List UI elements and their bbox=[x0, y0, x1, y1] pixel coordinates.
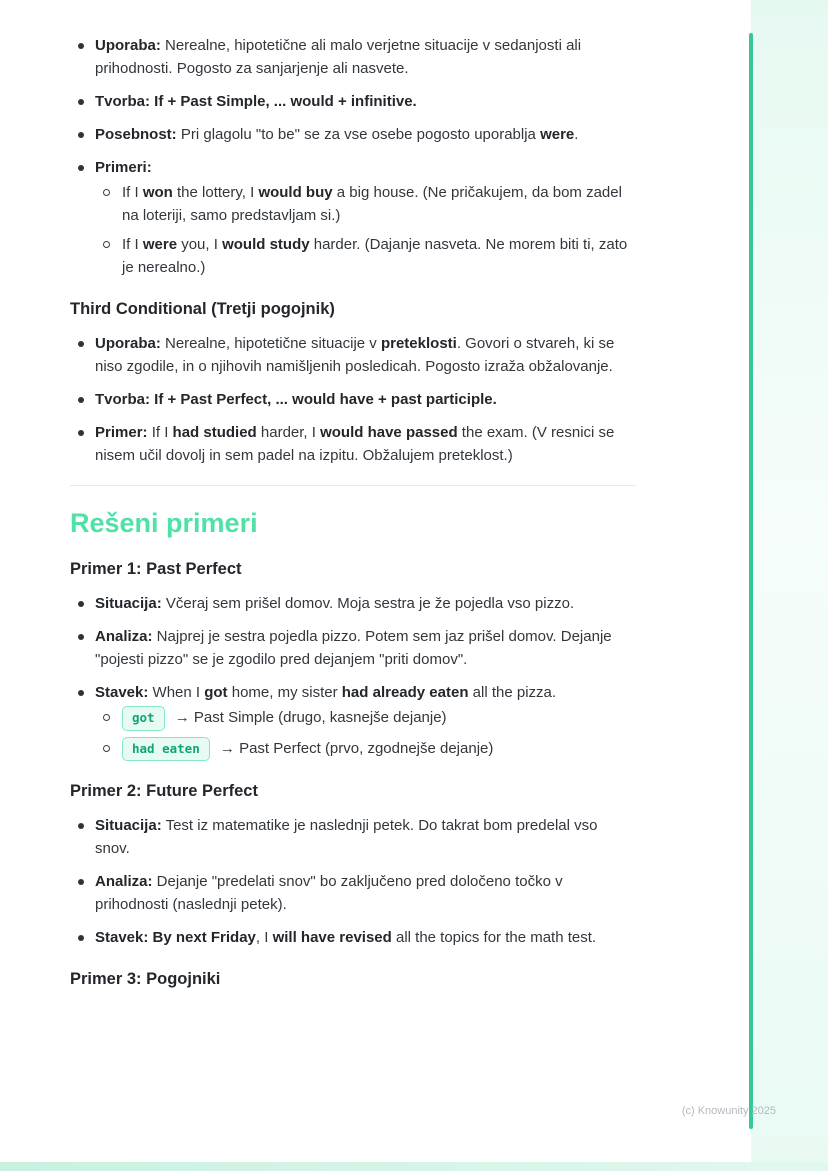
text-run: the exam. (V resnici se nisem učil dovolj in sem padel na izpitu. Obžalujem preteklost.) bbox=[95, 424, 615, 464]
bold-text: would study bbox=[222, 236, 310, 253]
subsection-heading: Primer 3: Pogojniki bbox=[70, 970, 221, 989]
list-item bbox=[70, 421, 636, 467]
bold-text: Tvorba: If + Past Simple, ... would + infinitive. bbox=[95, 93, 417, 110]
bold-text: Primer: bbox=[95, 424, 148, 441]
bold-text: Situacija: bbox=[95, 595, 162, 612]
list-item bbox=[70, 34, 636, 80]
text-run: → Past Perfect (prvo, zgodnejše dejanje) bbox=[215, 739, 494, 757]
bold-text: Analiza: bbox=[95, 628, 153, 645]
text-run: all the topics for the math test. bbox=[391, 929, 597, 947]
copyright-footer: (c) Knowunity 2025 bbox=[681, 1105, 776, 1117]
bold-text: Uporaba: bbox=[95, 335, 161, 352]
page-margin-panel bbox=[751, 0, 828, 1171]
list-item bbox=[70, 123, 636, 146]
list-item bbox=[70, 926, 636, 949]
text-run: When I bbox=[148, 684, 205, 701]
list-item bbox=[70, 332, 636, 378]
sub-list-item bbox=[95, 706, 636, 731]
text-run: . bbox=[574, 126, 579, 143]
bold-text: won bbox=[142, 184, 173, 201]
sub-list-item bbox=[95, 233, 636, 279]
text-run: you, I bbox=[177, 236, 223, 253]
bold-text: were bbox=[142, 236, 178, 253]
text-run: → Past Simple (drugo, kasnejše dejanje) bbox=[170, 709, 447, 726]
bold-text: Tvorba: If + Past Perfect, ... would have + past participle. bbox=[95, 391, 497, 408]
sub-list-item bbox=[95, 181, 636, 227]
inline-code-badge: got bbox=[122, 706, 165, 731]
document-content bbox=[70, 34, 636, 1002]
list-item bbox=[70, 681, 636, 761]
bold-text: Uporaba: bbox=[95, 37, 161, 54]
text-run: . Govori o stvareh, ki se niso zgodile, in o njihovih namišljenih posledicah. Pogosto izraža obžalovanje. bbox=[95, 335, 615, 375]
inline-code-badge: had eaten bbox=[122, 737, 210, 762]
page-edge-accent-line bbox=[749, 33, 753, 1129]
bullet-list bbox=[70, 814, 636, 949]
list-item bbox=[70, 156, 636, 279]
list-item bbox=[70, 388, 636, 411]
bold-text: would buy bbox=[258, 184, 333, 201]
page-bottom-strip bbox=[0, 1162, 828, 1171]
text-run: Nerealne, hipotetične ali malo verjetne situacije v sedanjosti ali prihodnosti. Pogosto za sanjarjenje ali nasvete. bbox=[95, 37, 582, 77]
subsection-heading: Third Conditional (Tretji pogojnik) bbox=[70, 300, 335, 318]
text-run: , I bbox=[255, 929, 273, 947]
bold-text: got bbox=[204, 684, 228, 701]
list-item bbox=[70, 592, 636, 615]
list-item bbox=[70, 625, 636, 671]
sub-bullet-list bbox=[95, 181, 636, 279]
text-run: If I bbox=[122, 236, 143, 253]
bold-text: Analiza: bbox=[95, 873, 153, 891]
list-item bbox=[70, 90, 636, 113]
text-run: home, my sister bbox=[227, 684, 342, 701]
bold-text: Situacija: bbox=[95, 817, 162, 835]
subsection-heading: Primer 2: Future Perfect bbox=[70, 782, 258, 801]
bold-text: Posebnost: bbox=[95, 126, 177, 143]
list-item bbox=[70, 870, 636, 916]
text-run: harder, I bbox=[256, 424, 321, 441]
bold-text: Stavek: bbox=[95, 684, 149, 701]
text-run: Test iz matematike je naslednji petek. Do takrat bom predelal vso snov. bbox=[95, 817, 598, 858]
bold-text: Primeri: bbox=[95, 159, 152, 176]
bullet-list bbox=[70, 332, 636, 467]
bold-text: had already eaten bbox=[341, 684, 469, 701]
text-run: Najprej je sestra pojedla pizzo. Potem sem jaz prišel domov. Dejanje "pojesti pizzo" se je zgodilo pred dejanjem "priti domov". bbox=[95, 628, 612, 668]
text-run: Včeraj sem prišel domov. Moja sestra je že pojedla vso pizzo. bbox=[161, 595, 575, 612]
bold-text: would have passed bbox=[320, 424, 458, 441]
bullet-list bbox=[70, 34, 636, 279]
bold-text: will have revised bbox=[272, 929, 392, 947]
text-run: harder. (Dajanje nasveta. Ne morem biti ti, zato je nerealno.) bbox=[122, 236, 628, 276]
bold-text: preteklosti bbox=[380, 335, 457, 352]
text-run: all the pizza. bbox=[468, 684, 557, 701]
text-run: a big house. (Ne pričakujem, da bom zadel na loteriji, samo predstavljam si.) bbox=[122, 184, 622, 224]
bold-text: Stavek: By next Friday bbox=[95, 929, 256, 947]
text-run: Nerealne, hipotetične situacije v bbox=[160, 335, 381, 352]
bullet-list bbox=[70, 592, 636, 761]
section-divider bbox=[70, 485, 636, 486]
text-run: Dejanje "predelati snov" bo zaključeno pred določeno točko v prihodnosti (naslednji petek). bbox=[95, 873, 563, 914]
sub-list-item bbox=[95, 737, 636, 762]
text-run: Pri glagolu "to be" se za vse osebe pogosto uporablja bbox=[176, 126, 541, 143]
text-run: If I bbox=[147, 424, 173, 441]
text-run: the lottery, I bbox=[172, 184, 259, 201]
bold-text: were bbox=[540, 126, 575, 143]
section-heading: Rešeni primeri bbox=[70, 508, 258, 538]
list-item bbox=[70, 814, 636, 860]
subsection-heading: Primer 1: Past Perfect bbox=[70, 560, 242, 578]
bold-text: had studied bbox=[172, 424, 257, 441]
sub-bullet-list bbox=[95, 706, 636, 761]
text-run: If I bbox=[122, 184, 143, 201]
